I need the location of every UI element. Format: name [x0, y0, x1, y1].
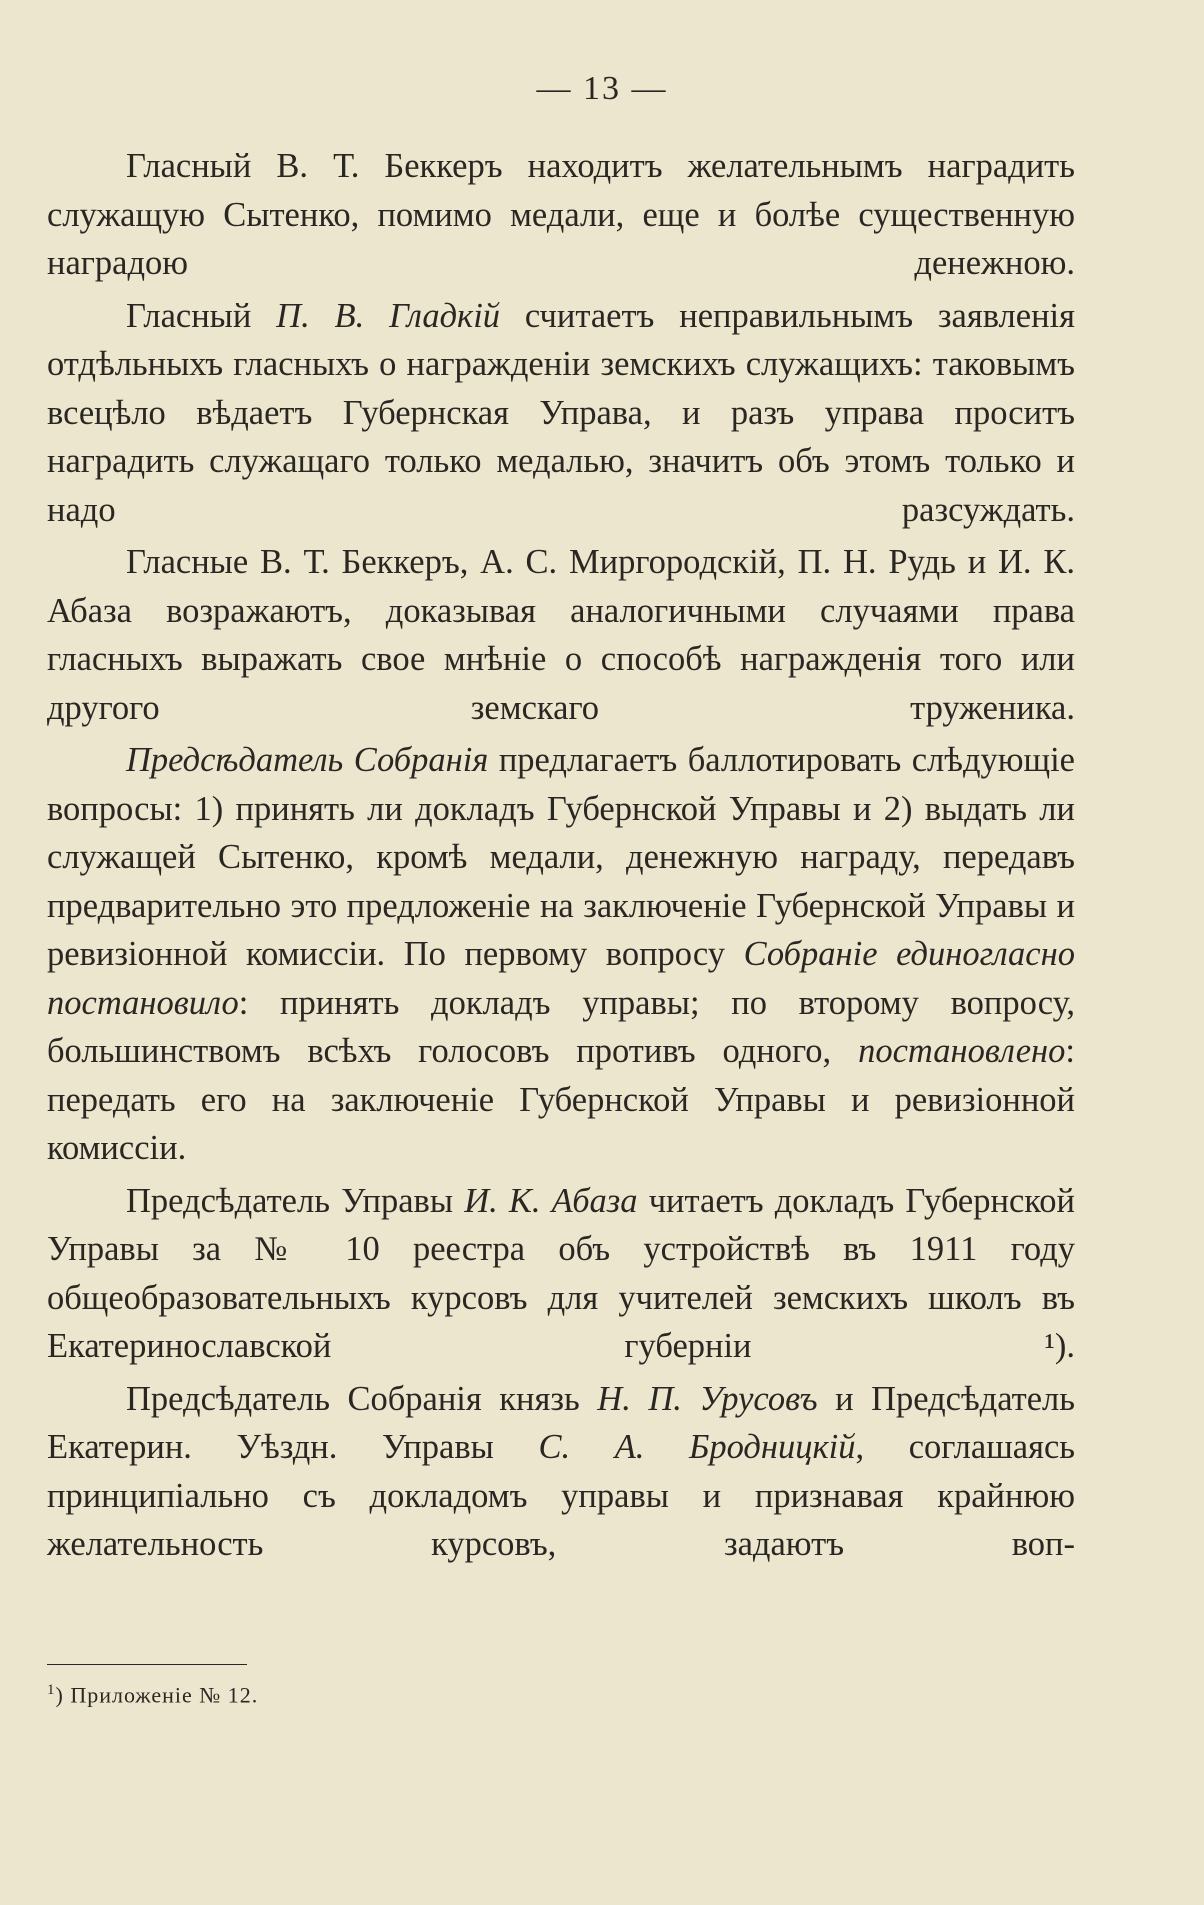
speaker-name: П. В. Гладкій: [276, 296, 501, 335]
emphasis-resolution: постановлено: [858, 1032, 1066, 1070]
footnote-marker: 1: [47, 1682, 56, 1698]
page-number: — 13 —: [536, 70, 668, 107]
paragraph-6: [47, 1375, 1075, 1569]
paragraph-2: [47, 292, 1075, 535]
speaker-prefix: Предсѣдатель Управы: [126, 1181, 465, 1220]
speaker-prefix: Гласный: [126, 296, 277, 335]
paragraph-text: Гласные В. Т. Беккеръ, А. С. Миргородскій, П. Н. Рудь и И. К. Абаза возражаютъ, доказывая аналогичными случаями права гласныхъ выражать свое мнѣніе о способѣ награжденія того или другого земскаго труженика.: [47, 543, 1075, 727]
speaker-name: Предсѣдатель Собранія: [126, 741, 489, 779]
paragraph-text: и Предсѣдатель Екатерин. Уѣздн. Управы: [47, 1379, 1075, 1466]
speaker-name: С. А. Бродницкій: [538, 1428, 856, 1466]
footnote: [47, 1676, 258, 1709]
main-text: [47, 142, 1075, 1573]
paragraph-text: читаетъ докладъ Губернской Управы за № 10 реестра объ устройствѣ въ 1911 году общеобразовательныхъ курсовъ для учителей земскихъ школъ въ Екатеринославской губерніи ¹).: [47, 1181, 1075, 1365]
paragraph-5: [47, 1177, 1075, 1371]
paragraph-text: , соглашаясь принципіально съ докладомъ управы и признавая крайнюю желательность курсовъ, задаютъ воп-: [47, 1428, 1075, 1563]
speaker-name: Н. П. Урусовъ: [597, 1379, 818, 1418]
paragraph-4: [47, 736, 1075, 1173]
paragraph-1: [47, 142, 1075, 288]
paragraph-text: : передать его на заключеніе Губернской Управы и ревизіонной комиссіи.: [47, 1032, 1075, 1167]
speaker-prefix: Предсѣдатель Собранія князь: [126, 1379, 598, 1418]
paragraph-text: Гласный В. Т. Беккеръ находитъ желательнымъ наградить служащую Сытенко, помимо медали, еще и болѣе существенную наградою денежною.: [47, 147, 1075, 282]
footnote-divider: [47, 1664, 247, 1665]
paragraph-3: [47, 538, 1075, 732]
speaker-name: И. К. Абаза: [464, 1181, 638, 1220]
paragraph-text: предлагаетъ баллотировать слѣдующіе вопросы: 1) принять ли докладъ Губернской Управы и 2) выдать ли служащей Сытенко, кромѣ медали, денежную награду, передавъ предварительно это предложеніе на заключеніе Губернской Управы и ревизіонной комиссіи. По первому вопросу: [47, 741, 1075, 973]
footnote-text: ) Приложеніе № 12.: [55, 1682, 259, 1708]
paragraph-text: считаетъ неправильнымъ заявленія отдѣльныхъ гласныхъ о награжденіи земскихъ служащихъ: таковымъ всецѣло вѣдаетъ Губернская Управа, и разъ управа проситъ наградить служащаго только медалью, значитъ объ этомъ только и надо разсуждать.: [47, 296, 1075, 529]
paragraph-text: : принять докладъ управы; по второму вопросу, большинствомъ всѣхъ голосовъ противъ одного,: [47, 983, 1075, 1070]
emphasis-resolution: Собраніе единогласно постановило: [47, 935, 1075, 1022]
